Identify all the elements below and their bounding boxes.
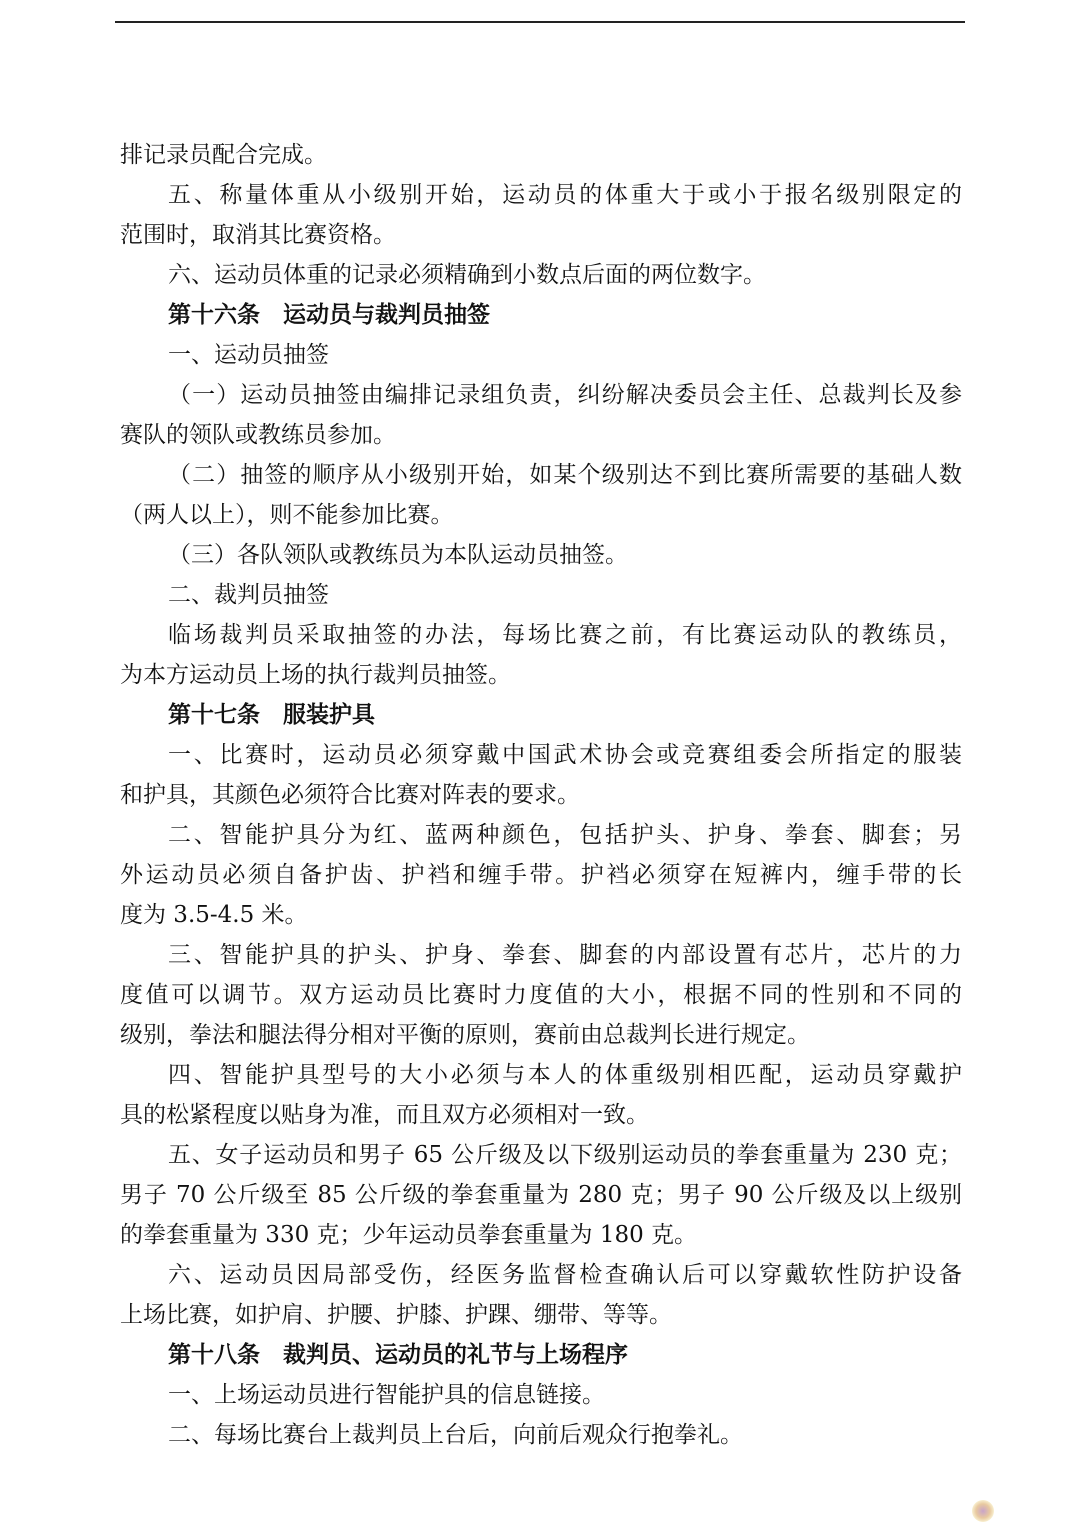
- document-body: [120, 135, 962, 1455]
- watermark-seal-icon: [972, 1500, 994, 1522]
- text-line: 一、上场运动员进行智能护具的信息链接。: [168, 1382, 605, 1408]
- text-line: 赛队的领队或教练员参加。: [120, 422, 396, 448]
- text-line: 一、比赛时，运动员必须穿戴中国武术协会或竞赛组委会所指定的服装: [168, 742, 962, 768]
- text-line: 六、运动员因局部受伤，经医务监督检查确认后可以穿戴软性防护设备: [168, 1262, 962, 1288]
- text-line: 四、智能护具型号的大小必须与本人的体重级别相匹配，运动员穿戴护: [168, 1062, 962, 1088]
- text-line: 上场比赛，如护肩、护腰、护膝、护踝、绷带、等等。: [120, 1302, 672, 1328]
- text-line: 具的松紧程度以贴身为准，而且双方必须相对一致。: [120, 1102, 649, 1128]
- text-line: （三）各队领队或教练员为本队运动员抽签。: [168, 542, 628, 568]
- text-line: 二、每场比赛台上裁判员上台后，向前后观众行抱拳礼。: [168, 1422, 743, 1448]
- text-line: 六、运动员体重的记录必须精确到小数点后面的两位数字。: [168, 262, 766, 288]
- text-line: 一、运动员抽签: [168, 342, 329, 368]
- text-line: （二）抽签的顺序从小级别开始，如某个级别达不到比赛所需要的基础人数: [168, 462, 962, 488]
- text-line: 排记录员配合完成。: [120, 142, 327, 168]
- text-line: 级别，拳法和腿法得分相对平衡的原则，赛前由总裁判长进行规定。: [120, 1022, 810, 1048]
- text-line: 为本方运动员上场的执行裁判员抽签。: [120, 662, 511, 688]
- header-rule: [115, 21, 965, 23]
- text-line: 度为 3.5-4.5 米。: [120, 902, 308, 928]
- text-line: 五、称量体重从小级别开始，运动员的体重大于或小于报名级别限定的: [168, 182, 962, 208]
- text-line: 临场裁判员采取抽签的办法，每场比赛之前，有比赛运动队的教练员，: [168, 622, 962, 648]
- text-line: 范围时，取消其比赛资格。: [120, 222, 396, 248]
- text-line: 二、智能护具分为红、蓝两种颜色，包括护头、护身、拳套、脚套；另: [168, 822, 962, 848]
- article-heading: 第十八条 裁判员、运动员的礼节与上场程序: [168, 1342, 628, 1368]
- text-line: （两人以上），则不能参加比赛。: [120, 502, 454, 528]
- text-line: 男子 70 公斤级至 85 公斤级的拳套重量为 280 克；男子 90 公斤级及以上级别: [120, 1182, 962, 1208]
- text-line: 三、智能护具的护头、护身、拳套、脚套的内部设置有芯片，芯片的力: [168, 942, 962, 968]
- text-line: 二、裁判员抽签: [168, 582, 329, 608]
- article-heading: 第十六条 运动员与裁判员抽签: [168, 302, 490, 328]
- text-line: 五、女子运动员和男子 65 公斤级及以下级别运动员的拳套重量为 230 克；: [168, 1142, 962, 1168]
- text-line: 的拳套重量为 330 克；少年运动员拳套重量为 180 克。: [120, 1222, 698, 1248]
- text-line: 和护具，其颜色必须符合比赛对阵表的要求。: [120, 782, 580, 808]
- text-line: 外运动员必须自备护齿、护裆和缠手带。护裆必须穿在短裤内，缠手带的长: [120, 862, 962, 888]
- text-line: 度值可以调节。双方运动员比赛时力度值的大小，根据不同的性别和不同的: [120, 982, 962, 1008]
- article-heading: 第十七条 服装护具: [168, 702, 375, 728]
- text-line: （一）运动员抽签由编排记录组负责，纠纷解决委员会主任、总裁判长及参: [168, 382, 962, 408]
